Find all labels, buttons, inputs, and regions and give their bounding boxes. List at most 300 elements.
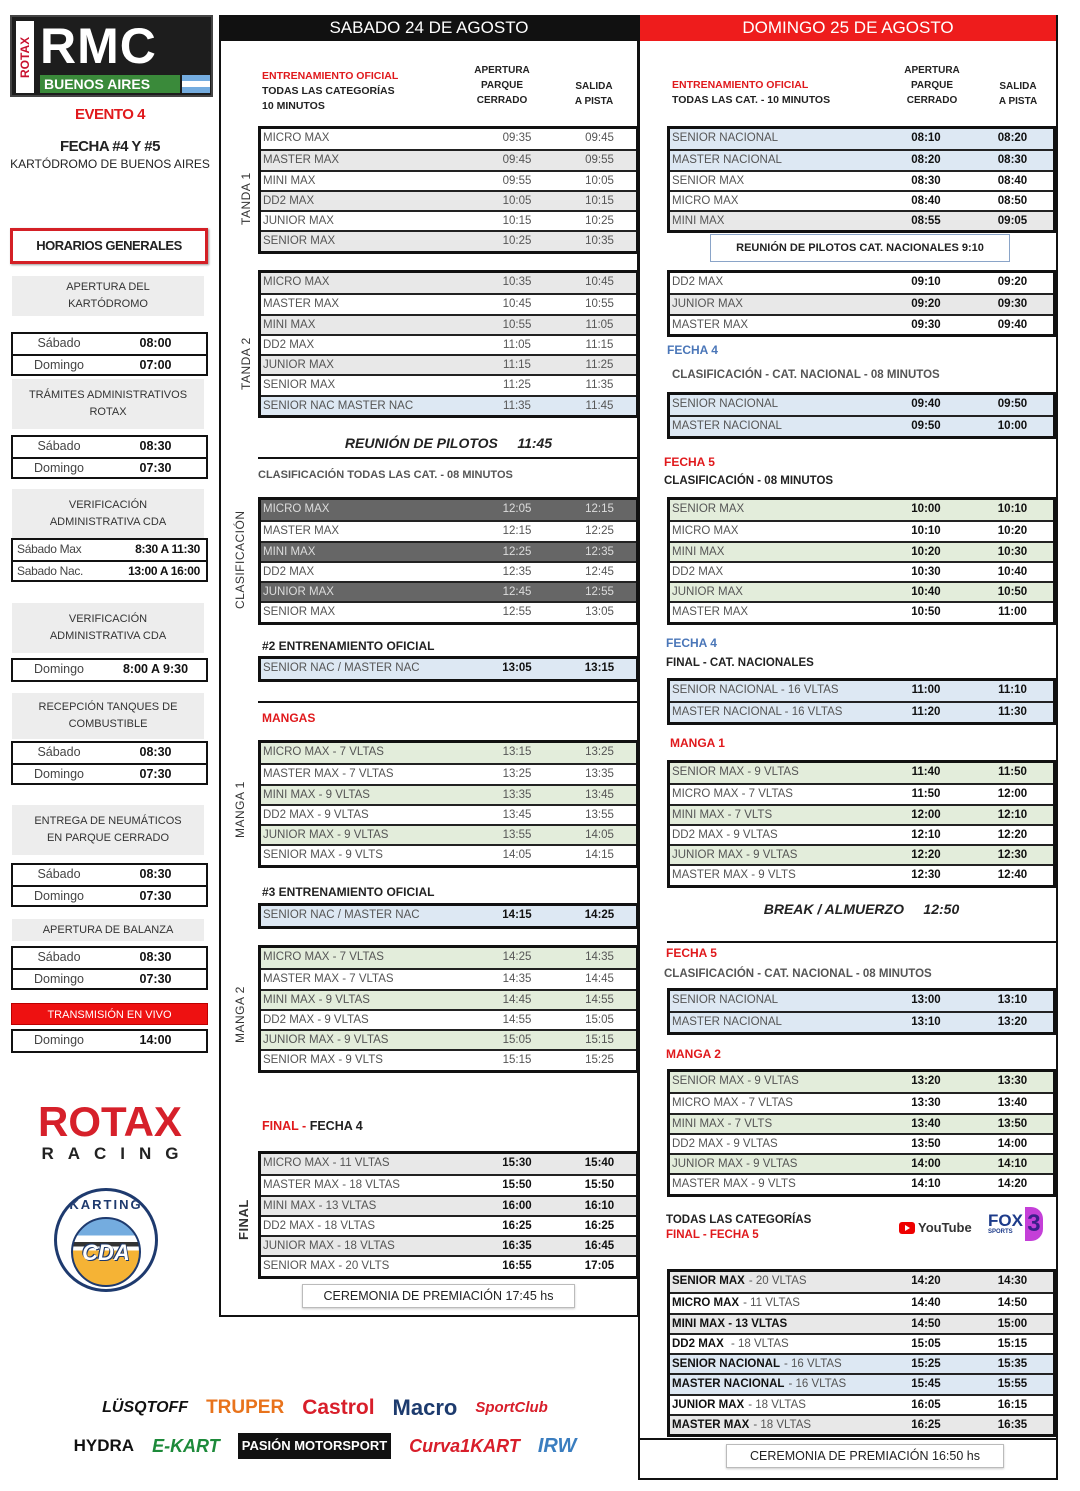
col-apertura-header xyxy=(896,63,968,108)
general-block-label: ENTREGA DE NEUMÁTICOS EN PARQUE CERRADO xyxy=(12,805,204,855)
salida-time: 15:25 xyxy=(585,1054,614,1067)
sunday-f5c-table xyxy=(667,497,1056,625)
category-name: MICRO MAX xyxy=(263,503,330,515)
karting-cda-logo xyxy=(54,1188,158,1292)
apertura-time: 14:10 xyxy=(911,1178,941,1191)
manga2-title: MANGA 2 xyxy=(666,1047,721,1061)
header-line2: TODAS LAS CATEGORÍAS xyxy=(262,85,395,97)
category-name: DD2 MAX xyxy=(263,565,315,578)
salida-time: 15:00 xyxy=(997,1317,1028,1330)
apertura-time: 15:15 xyxy=(502,1054,532,1067)
apertura-time: 08:20 xyxy=(911,154,941,167)
schedule-row xyxy=(670,864,1053,884)
f4-final-title: FINAL - CAT. NACIONALES xyxy=(666,657,814,669)
apertura-time: 12:00 xyxy=(911,808,941,821)
f5-clasif-title: CLASIFICACIÓN - 08 MINUTOS xyxy=(664,475,834,487)
laps: - 18 VLTAS xyxy=(748,1398,806,1411)
laps: - 16 VLTAS xyxy=(783,1358,842,1371)
apertura-time: 14:55 xyxy=(502,1013,532,1026)
col1a: APERTURA xyxy=(474,65,530,76)
apertura-time: 10:20 xyxy=(911,545,941,558)
salida-time: 12:35 xyxy=(585,545,614,558)
salida-time: 12:00 xyxy=(997,788,1028,801)
category-name: DD2 MAX xyxy=(263,194,315,207)
apertura-time: 11:05 xyxy=(503,338,531,351)
category-name: SENIOR NACIONAL xyxy=(672,132,779,144)
divider xyxy=(258,701,639,703)
category-bold: MASTER MAX xyxy=(672,1419,750,1432)
day-label: Sábado xyxy=(37,439,81,453)
col1c: CERRADO xyxy=(476,95,528,106)
schedule-row xyxy=(261,1195,636,1215)
time-value: 14:00 xyxy=(139,1033,172,1047)
salida-time: 17:05 xyxy=(584,1260,615,1273)
schedule-row xyxy=(670,1414,1053,1434)
salida-time: 10:15 xyxy=(585,194,614,207)
salida-time: 10:55 xyxy=(585,298,614,311)
laps: - 11 VLTAS xyxy=(743,1297,800,1310)
apertura-time: 10:30 xyxy=(911,565,941,578)
sunday-final-table xyxy=(667,1269,1056,1437)
apertura-time: 12:30 xyxy=(911,869,941,882)
schedule-row xyxy=(670,1272,1053,1292)
saturday-ent2-table xyxy=(258,656,639,682)
salida-time: 11:05 xyxy=(585,318,614,331)
category-name: MICRO MAX - 11 VLTAS xyxy=(263,1157,390,1169)
sponsor-logo: HYDRA xyxy=(73,1436,135,1455)
salida-time: 11:25 xyxy=(585,359,614,372)
category-name: DD2 MAX - 9 VLTAS xyxy=(672,828,778,841)
day-label: Domingo xyxy=(33,889,85,903)
time-value: 08:00 xyxy=(139,336,172,350)
salida-time: 16:15 xyxy=(997,1398,1028,1411)
general-block-times xyxy=(11,741,208,785)
schedule-row xyxy=(670,561,1053,581)
category-name: JUNIOR MAX xyxy=(263,215,334,228)
category-name: MASTER NACIONAL xyxy=(672,154,782,167)
category-name: SENIOR MAX xyxy=(672,174,745,187)
general-block-label: TRANSMISIÓN EN VIVO xyxy=(11,1003,208,1025)
salida-time: 10:25 xyxy=(585,215,614,228)
salida-time: 16:25 xyxy=(584,1219,615,1232)
apertura-time: 16:25 xyxy=(502,1219,532,1232)
schedule-row xyxy=(670,190,1053,210)
final-f5-header xyxy=(666,1213,811,1243)
apertura-time: 10:15 xyxy=(502,215,532,228)
general-block-label: TRÁMITES ADMINISTRATIVOS ROTAX xyxy=(12,379,204,429)
sunday-m1-table xyxy=(667,760,1056,888)
general-block-label: VERIFICACIÓN ADMINISTRATIVA CDA xyxy=(12,489,204,539)
saturday-panel xyxy=(219,15,639,1317)
schedule-row xyxy=(261,374,636,394)
category-name: SENIOR NACIONAL xyxy=(672,994,779,1006)
schedule-row xyxy=(261,1154,636,1174)
schedule-row xyxy=(261,1215,636,1235)
category-name: MASTER MAX - 18 VLTAS xyxy=(263,1179,400,1192)
apertura-time: 15:25 xyxy=(911,1358,941,1371)
schedule-row xyxy=(670,314,1053,334)
apertura-time: 10:00 xyxy=(911,503,941,515)
salida-time: 08:20 xyxy=(997,132,1028,144)
schedule-row xyxy=(670,804,1053,824)
general-time-row xyxy=(13,968,206,988)
apertura-time: 10:05 xyxy=(502,194,532,207)
schedule-row xyxy=(670,581,1053,601)
category-name: MINI MAX xyxy=(263,318,316,331)
salida-time: 11:10 xyxy=(998,684,1027,696)
category-name: SENIOR MAX - 9 VLTAS xyxy=(672,1075,799,1087)
schedule-row xyxy=(670,170,1053,190)
salida-time: 13:45 xyxy=(585,788,614,801)
category-name: MASTER MAX - 9 VLTS xyxy=(672,869,796,882)
apertura-time: 14:35 xyxy=(502,973,532,986)
apertura-time: 14:05 xyxy=(502,849,532,862)
apertura-time: 13:20 xyxy=(911,1075,941,1087)
salida-time: 16:35 xyxy=(997,1419,1028,1432)
schedule-row xyxy=(261,541,636,561)
category-bold: SENIOR MAX xyxy=(672,1275,745,1287)
apertura-time: 10:55 xyxy=(502,318,532,331)
apertura-time: 08:10 xyxy=(911,132,941,144)
salida-time: 14:10 xyxy=(997,1158,1028,1171)
schedule-row xyxy=(261,1049,636,1069)
tanda1-label: TANDA 1 xyxy=(239,172,253,226)
schedule-row xyxy=(670,520,1053,540)
apertura-time: 13:30 xyxy=(911,1097,941,1110)
schedule-row xyxy=(261,1174,636,1194)
category-name: MASTER MAX xyxy=(263,525,340,538)
apertura-time: 08:30 xyxy=(911,174,941,187)
schedule-row xyxy=(670,1113,1053,1133)
fecha4-label: FECHA 4 xyxy=(667,343,718,357)
schedule-row xyxy=(670,1011,1053,1031)
f4-clasif-title: CLASIFICACIÓN - CAT. NACIONAL - 08 MINUTOS xyxy=(672,369,940,381)
apertura-time: 15:50 xyxy=(502,1179,532,1192)
schedule-row xyxy=(670,1072,1053,1092)
general-block-label: VERIFICACIÓN ADMINISTRATIVA CDA xyxy=(12,603,204,653)
divider xyxy=(640,1438,1058,1440)
apertura-time: 14:45 xyxy=(502,993,532,1006)
general-time-row xyxy=(13,660,206,680)
saturday-ent3-table xyxy=(258,903,639,929)
karting-text: KARTING xyxy=(69,1197,143,1212)
category-name xyxy=(670,1294,880,1312)
category-name: MICRO MAX xyxy=(263,132,330,144)
salida-time: 11:00 xyxy=(998,606,1027,619)
category-name: DD2 MAX - 18 VLTAS xyxy=(263,1219,376,1232)
break-lunch: BREAK / ALMUERZO 12:50 xyxy=(763,901,960,917)
col2a: SALIDA xyxy=(999,81,1037,92)
salida-time: 11:35 xyxy=(585,379,614,392)
general-block-times xyxy=(11,538,208,582)
apertura-time: 15:30 xyxy=(502,1157,532,1169)
col1b: PARQUE xyxy=(480,80,524,91)
schedule-row xyxy=(261,1255,636,1275)
salida-time: 12:10 xyxy=(997,808,1028,821)
fox-sports-logo xyxy=(988,1207,1043,1241)
time-value: 08:30 xyxy=(139,950,172,964)
category-name: MASTER MAX - 7 VLTAS xyxy=(263,768,394,781)
category-name: MASTER MAX xyxy=(672,606,749,619)
schedule-row xyxy=(670,1353,1053,1373)
salida-time: 14:50 xyxy=(997,1297,1028,1310)
apertura-time: 13:15 xyxy=(502,746,532,758)
category-bold: SENIOR NACIONAL xyxy=(672,1358,780,1371)
youtube-logo xyxy=(899,1220,972,1235)
schedule-row xyxy=(261,334,636,354)
salida-time: 13:30 xyxy=(997,1075,1028,1087)
final-title2: FINAL - FECHA 5 xyxy=(666,1229,759,1241)
salida-time: 10:00 xyxy=(997,420,1028,433)
apertura-time: 09:50 xyxy=(911,420,941,433)
sunday-title: DOMINGO 25 DE AGOSTO xyxy=(640,15,1056,41)
salida-time: 11:30 xyxy=(998,706,1027,719)
schedule-row xyxy=(261,170,636,190)
salida-time: 08:30 xyxy=(997,154,1028,167)
category-name: SENIOR MAX xyxy=(672,503,745,515)
general-block-times xyxy=(11,946,208,990)
general-time-row xyxy=(13,437,206,457)
apertura-time: 16:05 xyxy=(911,1398,941,1411)
category-bold: MINI MAX - 13 VLTAS xyxy=(672,1317,788,1330)
category-name: MASTER NACIONAL xyxy=(672,1016,782,1029)
apertura-time: 11:20 xyxy=(911,706,941,719)
time-value: 07:30 xyxy=(139,767,172,781)
category-name: MINI MAX - 13 VLTAS xyxy=(263,1199,377,1212)
schedule-row xyxy=(261,354,636,374)
salida-time: 16:10 xyxy=(584,1199,615,1212)
schedule-row xyxy=(261,659,636,679)
schedule-row xyxy=(261,824,636,844)
apertura-time: 12:10 xyxy=(911,828,941,841)
saturday-clasif-table xyxy=(258,497,639,625)
sunday-ceremony: CEREMONIA DE PREMIACIÓN 16:50 hs xyxy=(726,1444,1004,1468)
category-name: MINI MAX - 7 VLTS xyxy=(672,808,773,821)
time-value: 07:30 xyxy=(139,461,172,475)
schedule-row xyxy=(670,1373,1053,1393)
apertura-time: 13:45 xyxy=(502,808,532,821)
col-apertura-header xyxy=(466,63,538,108)
apertura-time: 14:20 xyxy=(911,1275,941,1287)
apertura-time: 11:00 xyxy=(911,684,941,696)
salida-time: 11:45 xyxy=(585,399,614,412)
schedule-row xyxy=(670,1394,1053,1414)
category-name: JUNIOR MAX xyxy=(263,586,334,599)
salida-time: 12:25 xyxy=(585,525,614,538)
apertura-time: 13:55 xyxy=(502,829,532,842)
salida-time: 15:35 xyxy=(997,1358,1028,1371)
salida-time: 09:50 xyxy=(997,398,1028,410)
salida-time: 15:40 xyxy=(584,1157,615,1169)
salida-time: 14:05 xyxy=(585,829,614,842)
category-name: JUNIOR MAX - 9 VLTAS xyxy=(672,1158,798,1171)
category-name: MICRO MAX - 7 VLTAS xyxy=(672,788,793,801)
racing-text: RACING xyxy=(41,1144,193,1163)
schedule-row xyxy=(670,273,1053,293)
laps: - 18 VLTAS xyxy=(727,1337,789,1350)
sponsor-logo: LÜSQTOFF xyxy=(102,1399,189,1416)
manga1-title: MANGA 1 xyxy=(670,736,725,750)
salida-time: 08:40 xyxy=(997,174,1028,187)
apertura-time: 12:45 xyxy=(502,586,532,599)
category-name: SENIOR NAC / MASTER NAC xyxy=(263,662,420,674)
general-time-row xyxy=(13,334,206,354)
category-bold: MICRO MAX xyxy=(672,1297,740,1310)
apertura-time: 11:35 xyxy=(503,399,531,412)
header-line2: TODAS LAS CAT. - 10 MINUTOS xyxy=(672,94,831,106)
argentina-flag-icon xyxy=(182,75,210,93)
schedule-row xyxy=(261,784,636,804)
category-name: MINI MAX xyxy=(672,215,725,228)
category-name: DD2 MAX - 9 VLTAS xyxy=(672,1137,778,1150)
schedule-row xyxy=(670,149,1053,169)
salida-time: 14:30 xyxy=(997,1275,1028,1287)
ent3-title: #3 ENTRENAMIENTO OFICIAL xyxy=(262,885,435,899)
apertura-time: 09:20 xyxy=(911,298,941,311)
sunday-f4c-table xyxy=(667,392,1056,439)
event-title: EVENTO 4 xyxy=(75,106,145,123)
sponsor-logo: Curva1KART xyxy=(409,1436,520,1456)
day-label: Domingo xyxy=(33,461,85,475)
schedule-row xyxy=(261,190,636,210)
apertura-time: 13:05 xyxy=(502,662,532,674)
schedule-row xyxy=(261,601,636,621)
saturday-ceremony: CEREMONIA DE PREMIACIÓN 17:45 hs xyxy=(302,1284,575,1308)
laps: - 16 VLTAS xyxy=(788,1378,847,1391)
category-name xyxy=(670,1315,880,1333)
category-name: SENIOR MAX - 9 VLTAS xyxy=(672,766,799,778)
apertura-time: 10:35 xyxy=(502,276,532,288)
header-line1: ENTRENAMIENTO OFICIAL xyxy=(672,79,809,91)
col2b: A PISTA xyxy=(574,96,614,107)
category-name: MICRO MAX - 7 VLTAS xyxy=(672,1097,793,1110)
rmc-logo xyxy=(10,15,213,97)
category-name: MASTER MAX - 9 VLTS xyxy=(672,1178,796,1191)
general-schedule-title: HORARIOS GENERALES xyxy=(10,228,208,264)
schedule-row xyxy=(670,210,1053,230)
rotax-text: ROTAX xyxy=(38,1098,182,1145)
saturday-header xyxy=(262,69,398,114)
time-value: 8:30 A 11:30 xyxy=(135,542,200,556)
salida-time: 15:15 xyxy=(997,1337,1028,1350)
time-value: 8:00 A 9:30 xyxy=(122,662,189,676)
general-time-row xyxy=(13,948,206,968)
salida-time: 12:40 xyxy=(997,869,1028,882)
apertura-time: 12:20 xyxy=(911,849,941,862)
category-name: MASTER NACIONAL xyxy=(672,420,782,433)
category-name: MASTER NACIONAL - 16 VLTAS xyxy=(672,706,843,719)
schedule-row xyxy=(670,783,1053,803)
apertura-time: 15:05 xyxy=(502,1034,532,1047)
fox-3-text: 3 xyxy=(1025,1207,1043,1241)
general-block-times xyxy=(11,435,208,479)
day-label: Sábado xyxy=(37,336,81,350)
category-name: MINI MAX - 9 VLTAS xyxy=(263,993,370,1006)
category-name: SENIOR NACIONAL - 16 VLTAS xyxy=(672,684,839,696)
apertura-time: 10:25 xyxy=(502,235,532,248)
salida-time: 13:55 xyxy=(585,808,614,821)
sunday-pilots-meeting: REUNIÓN DE PILOTOS CAT. NACIONALES 9:10 xyxy=(710,234,1010,262)
apertura-time: 12:55 xyxy=(502,606,532,619)
category-name xyxy=(670,1335,880,1353)
schedule-row xyxy=(670,293,1053,313)
salida-time: 12:15 xyxy=(585,503,614,515)
category-name xyxy=(670,1355,880,1373)
salida-time: 10:40 xyxy=(997,565,1028,578)
salida-time: 13:15 xyxy=(584,662,615,674)
salida-time: 10:50 xyxy=(997,586,1028,599)
salida-time: 13:10 xyxy=(997,994,1028,1006)
schedule-row xyxy=(670,129,1053,149)
salida-time: 12:20 xyxy=(997,828,1028,841)
manga1-label: MANGA 1 xyxy=(233,781,247,839)
general-time-row xyxy=(13,763,206,783)
category-name: DD2 MAX xyxy=(263,338,315,351)
salida-time: 09:55 xyxy=(585,154,614,167)
logo-rmc-text: RMC xyxy=(40,18,157,74)
col2b: A PISTA xyxy=(998,96,1038,107)
category-name: JUNIOR MAX - 9 VLTAS xyxy=(263,829,389,842)
salida-time: 14:45 xyxy=(585,973,614,986)
schedule-row xyxy=(261,763,636,783)
fecha4-final-label: FECHA 4 xyxy=(666,636,717,650)
apertura-time: 09:30 xyxy=(911,318,941,331)
salida-time: 14:15 xyxy=(585,849,614,862)
schedule-row xyxy=(261,1235,636,1255)
salida-time: 12:45 xyxy=(585,565,614,578)
apertura-time: 14:00 xyxy=(911,1158,941,1171)
col1a: APERTURA xyxy=(904,65,960,76)
time-value: 07:00 xyxy=(139,358,172,372)
apertura-time: 13:25 xyxy=(502,768,532,781)
schedule-row xyxy=(670,763,1053,783)
saturday-final-table xyxy=(258,1151,639,1279)
schedule-row xyxy=(670,701,1053,721)
apertura-time: 10:40 xyxy=(911,586,941,599)
salida-time: 10:35 xyxy=(585,235,614,248)
schedule-row xyxy=(261,968,636,988)
salida-time: 10:05 xyxy=(585,174,614,187)
apertura-time: 09:45 xyxy=(502,154,532,167)
category-name: SENIOR MAX xyxy=(263,606,336,619)
schedule-row xyxy=(261,581,636,601)
fecha-title: FECHA #4 Y #5 xyxy=(60,138,160,155)
category-name: SENIOR MAX - 9 VLTS xyxy=(263,1054,383,1067)
final-title-red: FINAL - xyxy=(262,1119,307,1133)
apertura-time: 14:25 xyxy=(502,951,532,963)
salida-time: 11:50 xyxy=(998,766,1027,778)
clasif-label: CLASIFICACIÓN xyxy=(233,510,247,610)
day-label: Domingo xyxy=(33,972,85,986)
salida-time: 13:40 xyxy=(997,1097,1028,1110)
category-name: MINI MAX xyxy=(263,545,316,558)
general-time-row xyxy=(13,457,206,477)
fox-text: FOX xyxy=(988,1210,1023,1230)
youtube-text: YouTube xyxy=(918,1220,972,1235)
schedule-row xyxy=(670,1313,1053,1333)
sponsor-logo: IRW xyxy=(537,1435,577,1457)
apertura-time: 12:15 xyxy=(502,525,532,538)
apertura-time: 11:25 xyxy=(503,379,531,392)
schedule-row xyxy=(261,906,636,926)
header-line1: ENTRENAMIENTO OFICIAL xyxy=(262,70,399,82)
sponsor-logo: Castrol xyxy=(302,1396,375,1419)
time-value: 07:30 xyxy=(139,972,172,986)
divider xyxy=(667,941,1056,943)
schedule-row xyxy=(261,844,636,864)
schedule-row xyxy=(670,991,1053,1011)
salida-time: 15:50 xyxy=(584,1179,615,1192)
